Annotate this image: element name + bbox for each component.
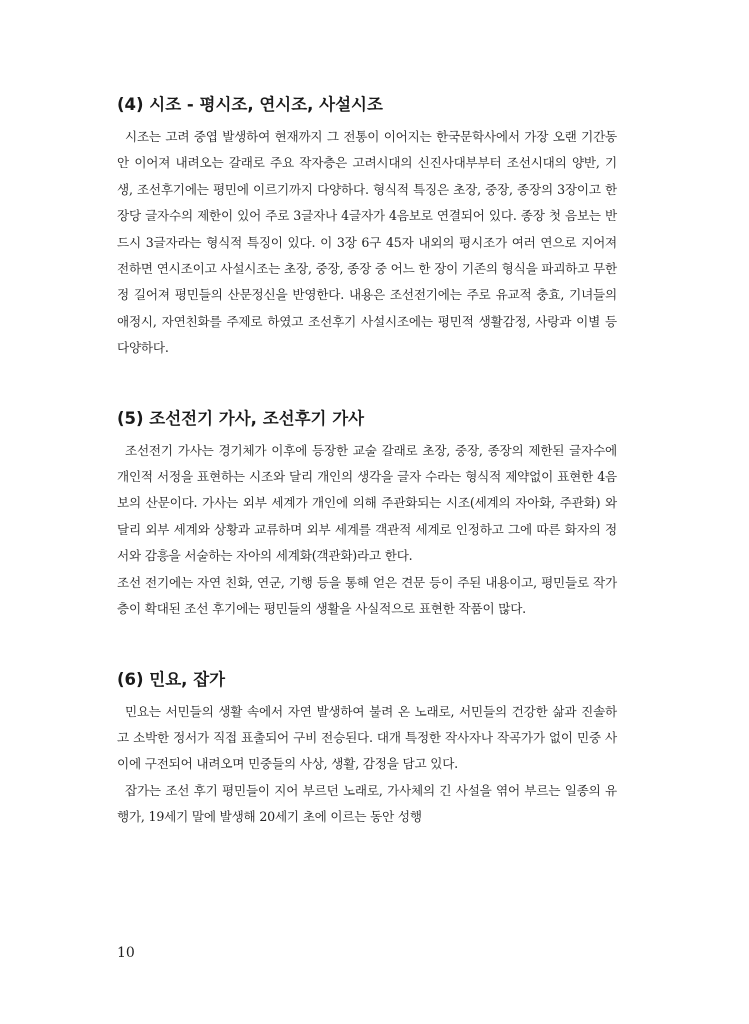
paragraph: 시조는 고려 중엽 발생하여 현재까지 그 전통이 이어지는 한국문학사에서 가장 오랜 기간동안 이어져 내려오는 갈래로 주요 작자층은 고려시대의 신진사대부부터 조선시대의 양반, 기생, 조선후기에는 평민에 이르기까지 다양하다. 형식적 특징은 초장, 중장, 종장의 3장이고 한 장당 글자수의 제한이 있어 주로 3글자나 4글자가 4음보로 연결되어 있다. 종장 첫 음보는 반드시 3글자라는 형식적 특징이 있다. 이 3장 6구 45자 내외의 평시조가 여러 연으로 지어져 전하면 연시조이고 사설시조는 초장, 중장, 종장 중 어느 한 장이 기존의 형식을 파괴하고 무한정 길어져 평민들의 산문정신을 반영한다. 내용은 조선전기에는 주로 유교적 충효, 기녀들의 애정시, 자연친화를 주제로 하였고 조선후기 사설시조에는 평민적 생활감정, 사랑과 이별 등 다양하다. <box>117 129 617 356</box>
page-number: 10 <box>117 945 135 961</box>
section-minyo-japga <box>117 667 617 831</box>
paragraph: 조선 전기에는 자연 친화, 연군, 기행 등을 통해 얻은 견문 등이 주된 내용이고, 평민들로 작가층이 확대된 조선 후기에는 평민들의 생활을 사실적으로 표현한 작품이 많다. <box>117 574 617 617</box>
section-sijo <box>117 92 617 362</box>
section-title: (6) 민요, 잡가 <box>117 669 226 689</box>
section-spacer <box>117 362 617 406</box>
section-spacer <box>117 623 617 667</box>
section-gasa <box>117 406 617 623</box>
section-title: (4) 시조 - 평시조, 연시조, 사설시조 <box>117 95 383 114</box>
paragraph: 조선전기 가사는 경기체가 이후에 등장한 교술 갈래로 초장, 중장, 종장의 제한된 글자수에 개인적 서정을 표현하는 시조와 달리 개인의 생각을 글자 수라는 형식적 제약없이 표현한 4음보의 산문이다. 가사는 외부 세계가 개인에 의해 주관화되는 시조(세계의 자아화, 주관화) 와 달리 외부 세계와 상황과 교류하며 외부 세계를 객관적 세계로 인정하고 그에 따른 화자의 정서와 감흥을 서술하는 자아의 세계화(객관화)라고 한다. <box>117 442 617 564</box>
page-content <box>117 92 617 831</box>
section-title: (5) 조선전기 가사, 조선후기 가사 <box>117 408 365 428</box>
paragraph: 민요는 서민들의 생활 속에서 자연 발생하여 불려 온 노래로, 서민들의 건강한 삶과 진솔하고 소박한 정서가 직접 표출되어 구비 전승된다. 대개 특정한 작사자나 작곡가가 없이 민중 사이에 구전되어 내려오며 민중들의 사상, 생활, 감정을 담고 있다. <box>117 703 617 772</box>
paragraph: 잡가는 조선 후기 평민들이 지어 부르던 노래로, 가사체의 긴 사설을 엮어 부르는 일종의 유행가, 19세기 말에 발생해 20세기 초에 이르는 동안 성행 <box>117 782 617 825</box>
